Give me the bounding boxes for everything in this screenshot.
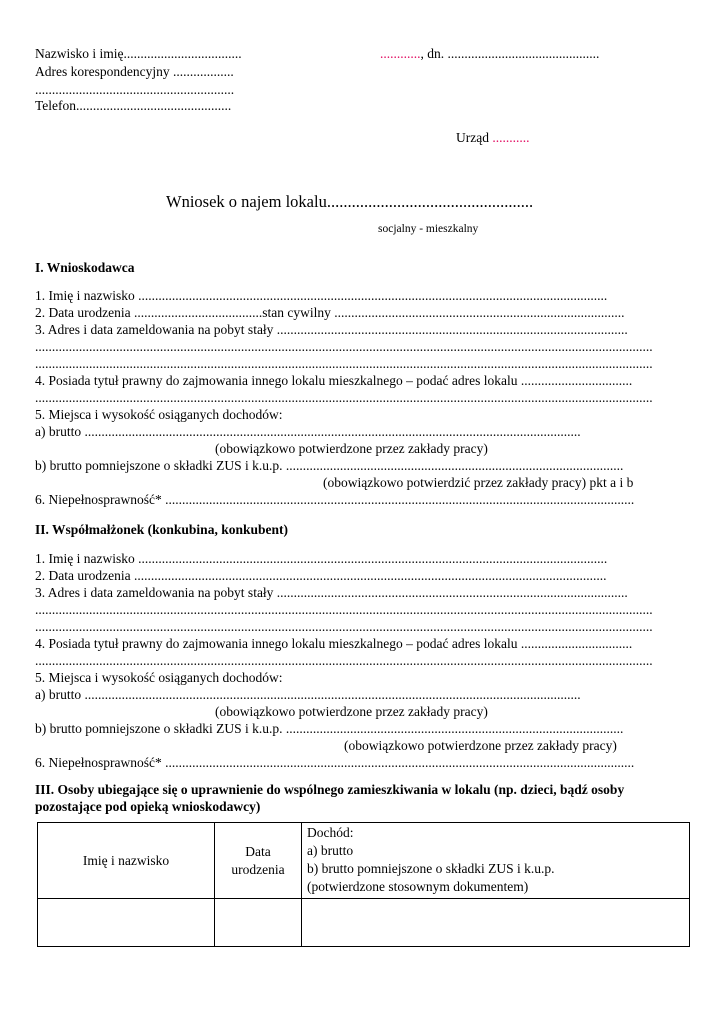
applicant-address-line-3[interactable]: ....................................................................................................................................................................................... — [35, 356, 653, 371]
address-field[interactable]: Adres korespondencyjny .................. — [35, 64, 234, 79]
spouse-address-line-3[interactable]: ....................................................................................................................................................................................... — [35, 619, 653, 634]
income-header-line-4: (potwierdzone stosownym dokumentem) — [307, 879, 529, 894]
spouse-net-income-field[interactable]: b) brutto pomniejszone o składki ZUS i k.u.p. .................................................................................................... — [35, 721, 624, 736]
column-header-birthdate — [215, 823, 302, 899]
income-header-line-3: b) brutto pomniejszone o składki ZUS i k.u.p. — [307, 861, 555, 876]
applicant-gross-note: (obowiązkowo potwierdzone przez zakłady pracy) — [215, 441, 488, 456]
spouse-gross-income-field[interactable]: a) brutto ................................................................................................................................................... — [35, 687, 581, 702]
section-2-heading: II. Współmałżonek (konkubina, konkubent) — [35, 522, 288, 537]
spouse-net-note: (obowiązkowo potwierdzone przez zakłady pracy) — [344, 738, 617, 753]
applicant-name-field[interactable]: 1. Imię i nazwisko ........................................................................................................................................... — [35, 288, 608, 303]
income-header-line-2: a) brutto — [307, 843, 354, 858]
household-members-table — [37, 822, 690, 947]
spouse-income-label: 5. Miejsca i wysokość osiąganych dochodów: — [35, 670, 283, 685]
table-header-row — [38, 823, 690, 899]
applicant-birthdate-field[interactable]: 2. Data urodzenia ......................................stan cywilny ...................................................................................... — [35, 305, 625, 320]
form-subtitle: socjalny - mieszkalny — [378, 223, 479, 235]
spouse-address-field[interactable]: 3. Adres i data zameldowania na pobyt stały ........................................................................................................ — [35, 585, 628, 600]
column-header-income — [302, 823, 690, 899]
spouse-gross-note: (obowiązkowo potwierdzone przez zakłady pracy) — [215, 704, 488, 719]
applicant-net-note: (obowiązkowo potwierdzić przez zakłady pracy) pkt a i b — [323, 475, 634, 490]
office-field[interactable]: ........... — [492, 130, 530, 145]
spouse-disability-field[interactable]: 6. Niepełnosprawność* ........................................................................................................................................... — [35, 755, 635, 770]
name-field[interactable]: Nazwisko i imię................................... — [35, 46, 242, 61]
phone-field[interactable]: Telefon.............................................. — [35, 98, 232, 113]
form-title: Wniosek o najem lokalu.................................................. — [166, 192, 534, 211]
office-label: Urząd — [456, 130, 489, 145]
applicant-address-field[interactable]: 3. Adres i data zameldowania na pobyt stały ........................................................................................................ — [35, 322, 628, 337]
address-continuation-field[interactable]: ........................................................... — [35, 82, 235, 97]
office-line — [456, 129, 529, 146]
applicant-net-income-field[interactable]: b) brutto pomniejszone o składki ZUS i k.u.p. .................................................................................................... — [35, 458, 624, 473]
applicant-gross-income-field[interactable]: a) brutto ................................................................................................................................................... — [35, 424, 581, 439]
column-header-name: Imię i nazwisko — [38, 823, 215, 899]
section-3-heading-continued: pozostające pod opieką wnioskodawcy) — [35, 799, 261, 814]
income-header-line-1: Dochód: — [307, 825, 354, 840]
spouse-other-housing-field[interactable]: 4. Posiada tytuł prawny do zajmowania innego lokalu mieszkalnego – podać adres lokalu ................................. — [35, 636, 633, 651]
member-income-cell[interactable] — [302, 899, 690, 947]
section-3-heading: III. Osoby ubiegające się o uprawnienie do wspólnego zamieszkiwania w lokalu (np. dzieci, bądź osoby — [35, 782, 625, 797]
table-row — [38, 899, 690, 947]
place-date-line — [380, 45, 599, 62]
place-field[interactable]: ............ — [380, 46, 421, 61]
date-field[interactable]: , dn. ............................................. — [420, 46, 600, 61]
spouse-birthdate-field[interactable]: 2. Data urodzenia ............................................................................................................................................ — [35, 568, 607, 583]
member-birthdate-cell[interactable] — [215, 899, 302, 947]
column-header-birthdate-line-1: Data — [245, 843, 271, 859]
applicant-other-housing-line-2[interactable]: ....................................................................................................................................................................................... — [35, 390, 653, 405]
member-name-cell[interactable] — [38, 899, 215, 947]
applicant-address-line-2[interactable]: ....................................................................................................................................................................................... — [35, 339, 653, 354]
applicant-other-housing-field[interactable]: 4. Posiada tytuł prawny do zajmowania innego lokalu mieszkalnego – podać adres lokalu ................................. — [35, 373, 633, 388]
spouse-other-housing-line-2[interactable]: ....................................................................................................................................................................................... — [35, 653, 653, 668]
column-header-birthdate-line-2: urodzenia — [231, 861, 285, 877]
applicant-income-label: 5. Miejsca i wysokość osiąganych dochodów: — [35, 407, 283, 422]
spouse-address-line-2[interactable]: ....................................................................................................................................................................................... — [35, 602, 653, 617]
applicant-disability-field[interactable]: 6. Niepełnosprawność* ........................................................................................................................................... — [35, 492, 635, 507]
section-1-heading: I. Wnioskodawca — [35, 260, 135, 275]
spouse-name-field[interactable]: 1. Imię i nazwisko ........................................................................................................................................... — [35, 551, 608, 566]
